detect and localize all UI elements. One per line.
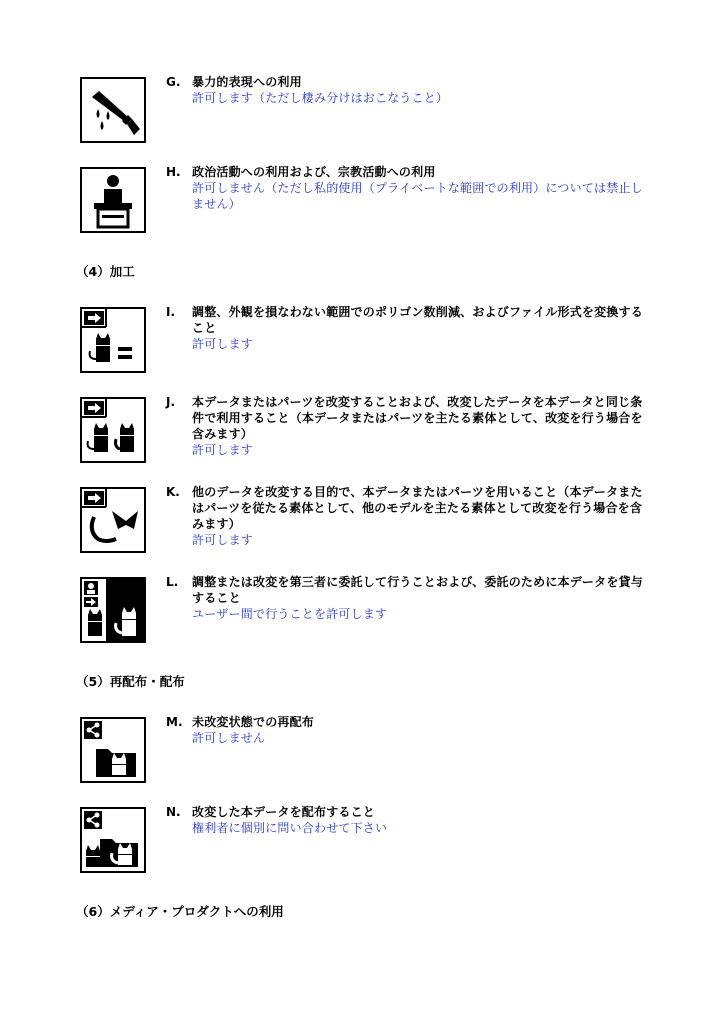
cat-equals-icon [80,307,146,373]
item-letter: N. [166,805,181,819]
section-heading-5: （5）再配布・配布 [76,674,185,689]
item-title: 政治活動への利用および、宗教活動への利用 [192,165,436,179]
item-answer: 許可します（ただし棲み分けはおこなうこと） [192,91,449,105]
item-letter: G. [166,75,181,89]
item-title: 本データまたはパーツを改変することおよび、改変したデータを本データと同じ条件で利用すること（本データまたはパーツを主たる素体として、改変を行う場合を含みます） [192,395,643,441]
item-answer: 許可しません（ただし私的使用（プライベートな範囲での利用）については禁止しません） [192,181,643,211]
item-letter: M. [166,715,183,729]
item-letter: I. [166,305,176,319]
share-folder-icon [80,717,146,783]
parts-icon [80,487,146,553]
item-title: 調整、外観を損なわない範囲でのポリゴン数削減、およびファイル形式を変換すること [192,305,643,335]
item-title: 改変した本データを配布すること [192,805,376,819]
podium-speaker-icon [80,167,146,233]
two-cats-icon [80,397,146,463]
item-answer: 許可します [192,337,254,351]
item-title: 未改変状態での再配布 [192,715,315,729]
item-answer: 権利者に個別に問い合わせて下さい [192,821,388,835]
item-answer: 許可します [192,443,254,457]
item-answer: 許可します [192,533,254,547]
share-modified-icon [80,807,146,873]
section-heading-6: （6）メディア・プロダクトへの利用 [76,904,284,919]
knife-icon [80,77,146,143]
item-letter: J. [166,395,176,409]
item-title: 暴力的表現への利用 [192,75,302,89]
section-heading-4: （4）加工 [76,264,135,279]
item-letter: L. [166,575,179,589]
item-letter: K. [166,485,180,499]
delegate-icon [80,577,146,643]
item-title: 調整または改変を第三者に委託して行うことおよび、委託のために本データを貸与すること [192,575,643,605]
item-title: 他のデータを改変する目的で、本データまたはパーツを用いること（本データまたはパーツを従たる素体として、他のモデルを主たる素体として改変を行う場合を含みます） [192,485,643,531]
item-letter: H. [166,165,181,179]
item-answer: 許可しません [192,731,266,745]
item-answer: ユーザー間で行うことを許可します [192,607,388,621]
